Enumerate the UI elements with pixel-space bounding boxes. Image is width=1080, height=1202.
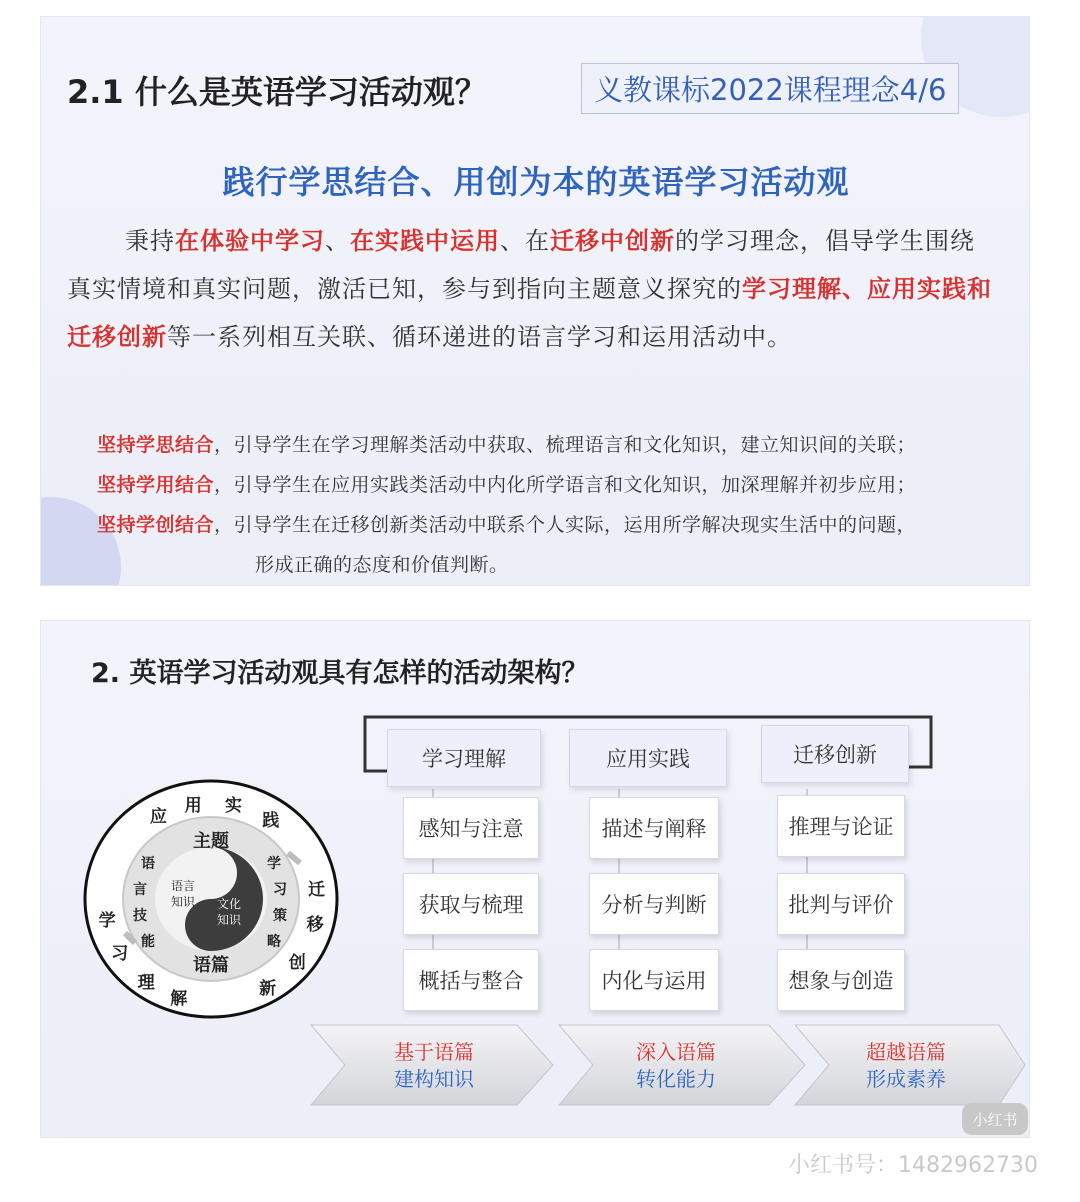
wheel-learning-strategy-char: 策	[273, 908, 287, 924]
slide1-subtitle: 践行学思结合、用创为本的英语学习活动观	[222, 163, 850, 201]
para-highlight: 迁移中创新	[550, 227, 675, 255]
wheel-outer-char: 学	[98, 911, 116, 932]
wheel-outer-char: 践	[262, 811, 280, 832]
chevron-bottom: 形成素养	[866, 1067, 946, 1091]
para-highlight: 在实践中运用	[350, 227, 500, 255]
slide1-title: 2.1 什么是英语学习活动观？	[67, 73, 487, 111]
wheel-language-skill-char: 技	[133, 908, 147, 924]
wheel-outer-char: 应	[150, 807, 167, 828]
wheel-outer-char: 实	[225, 796, 243, 817]
item-analyze-judge: 分析与判断	[589, 873, 719, 935]
slide-activity-framework	[40, 620, 1030, 1138]
principle-line	[97, 470, 916, 497]
para-highlight: 学习理解、应用实践和迁移创新	[67, 275, 992, 351]
wheel-outer-char: 迁	[307, 880, 325, 901]
item-perceive-attend: 感知与注意	[403, 797, 539, 859]
principle-line	[97, 510, 916, 537]
item-reason-argue: 推理与论证	[777, 795, 905, 857]
chevron-bottom: 建构知识	[394, 1067, 474, 1091]
item-summarize-integrate: 概括与整合	[403, 949, 539, 1011]
wheel-language-skill-char: 言	[133, 882, 147, 898]
principle-text: ，引导学生在学习理解类活动中获取、梳理语言和文化知识，建立知识间的关联；	[214, 434, 917, 456]
chevron-beyond-text	[843, 1039, 969, 1093]
principle-label: 坚持学创结合	[97, 514, 215, 536]
wheel-language-skill-char: 语	[141, 856, 155, 872]
wheel-learning-strategy-char: 学	[267, 856, 281, 872]
slide2-title: 2. 英语学习活动观具有怎样的活动架构？	[91, 658, 589, 689]
wheel-outer-char: 解	[170, 989, 188, 1010]
header-application-practice: 应用实践	[569, 729, 727, 787]
chevron-top: 基于语篇	[394, 1040, 474, 1064]
chevron-deep-into-text	[613, 1039, 739, 1093]
wheel-text-label: 语篇	[193, 955, 229, 976]
chevron-top: 超越语篇	[866, 1040, 946, 1064]
account-id-watermark: 小红书号：1482962730	[788, 1153, 1038, 1178]
wheel-language-knowledge: 语言	[171, 879, 196, 893]
para-text: 、	[325, 227, 350, 255]
item-acquire-sort: 获取与梳理	[403, 873, 539, 935]
wheel-outer-char: 理	[137, 972, 155, 993]
para-text: 、在	[500, 227, 550, 255]
para-text: 等一系列相互关联、循环递进的语言学习和运用活动中。	[167, 323, 792, 351]
curriculum-tag: 义教课标2022课程理念4/6	[581, 63, 959, 114]
wheel-learning-strategy-char: 略	[267, 934, 281, 950]
header-transfer-innovation: 迁移创新	[761, 725, 909, 783]
wheel-culture-knowledge: 文化	[217, 897, 242, 911]
principle-continuation: 形成正确的态度和价值判断。	[255, 554, 509, 576]
wheel-outer-char: 习	[111, 944, 129, 964]
para-text: 秉持	[125, 227, 175, 255]
wheel-outer-char: 移	[306, 914, 324, 935]
wheel-language-skill-char: 能	[141, 934, 155, 950]
item-critique-evaluate: 批判与评价	[777, 873, 905, 935]
concept-paragraph	[67, 217, 997, 361]
item-describe-explain: 描述与阐释	[589, 797, 719, 859]
wheel-language-knowledge: 知识	[171, 895, 196, 909]
item-imagine-create: 想象与创造	[777, 949, 905, 1011]
chevron-based-on-text	[371, 1039, 497, 1093]
slide-what-is-activity-view	[40, 16, 1030, 586]
wheel-outer-char: 创	[288, 952, 306, 973]
xiaohongshu-logo: 小红书	[962, 1103, 1028, 1135]
chevron-top: 深入语篇	[636, 1040, 716, 1064]
wheel-outer-char: 用	[184, 795, 202, 816]
principle-text: ，引导学生在应用实践类活动中内化所学语言和文化知识，加深理解并初步应用；	[214, 474, 917, 496]
wheel-learning-strategy-char: 习	[273, 882, 287, 898]
principle-label: 坚持学用结合	[97, 474, 215, 496]
principle-label: 坚持学思结合	[97, 434, 215, 456]
wheel-culture-knowledge: 知识	[217, 913, 242, 927]
para-highlight: 在体验中学习	[175, 227, 325, 255]
para-text: 的学习理念，倡导学生围绕真实情境和真实问题，激活已知，参与到指向主题意义探究的	[67, 227, 975, 303]
item-internalize-apply: 内化与运用	[589, 949, 719, 1011]
principle-line	[97, 430, 916, 457]
principle-text: ，引导学生在迁移创新类活动中联系个人实际，运用所学解决现实生活中的问题，	[214, 514, 917, 536]
header-learning-understanding: 学习理解	[387, 729, 541, 787]
wheel-outer-char: 新	[259, 978, 277, 999]
chevron-bottom: 转化能力	[636, 1067, 716, 1091]
wheel-topic: 主题	[193, 831, 229, 852]
